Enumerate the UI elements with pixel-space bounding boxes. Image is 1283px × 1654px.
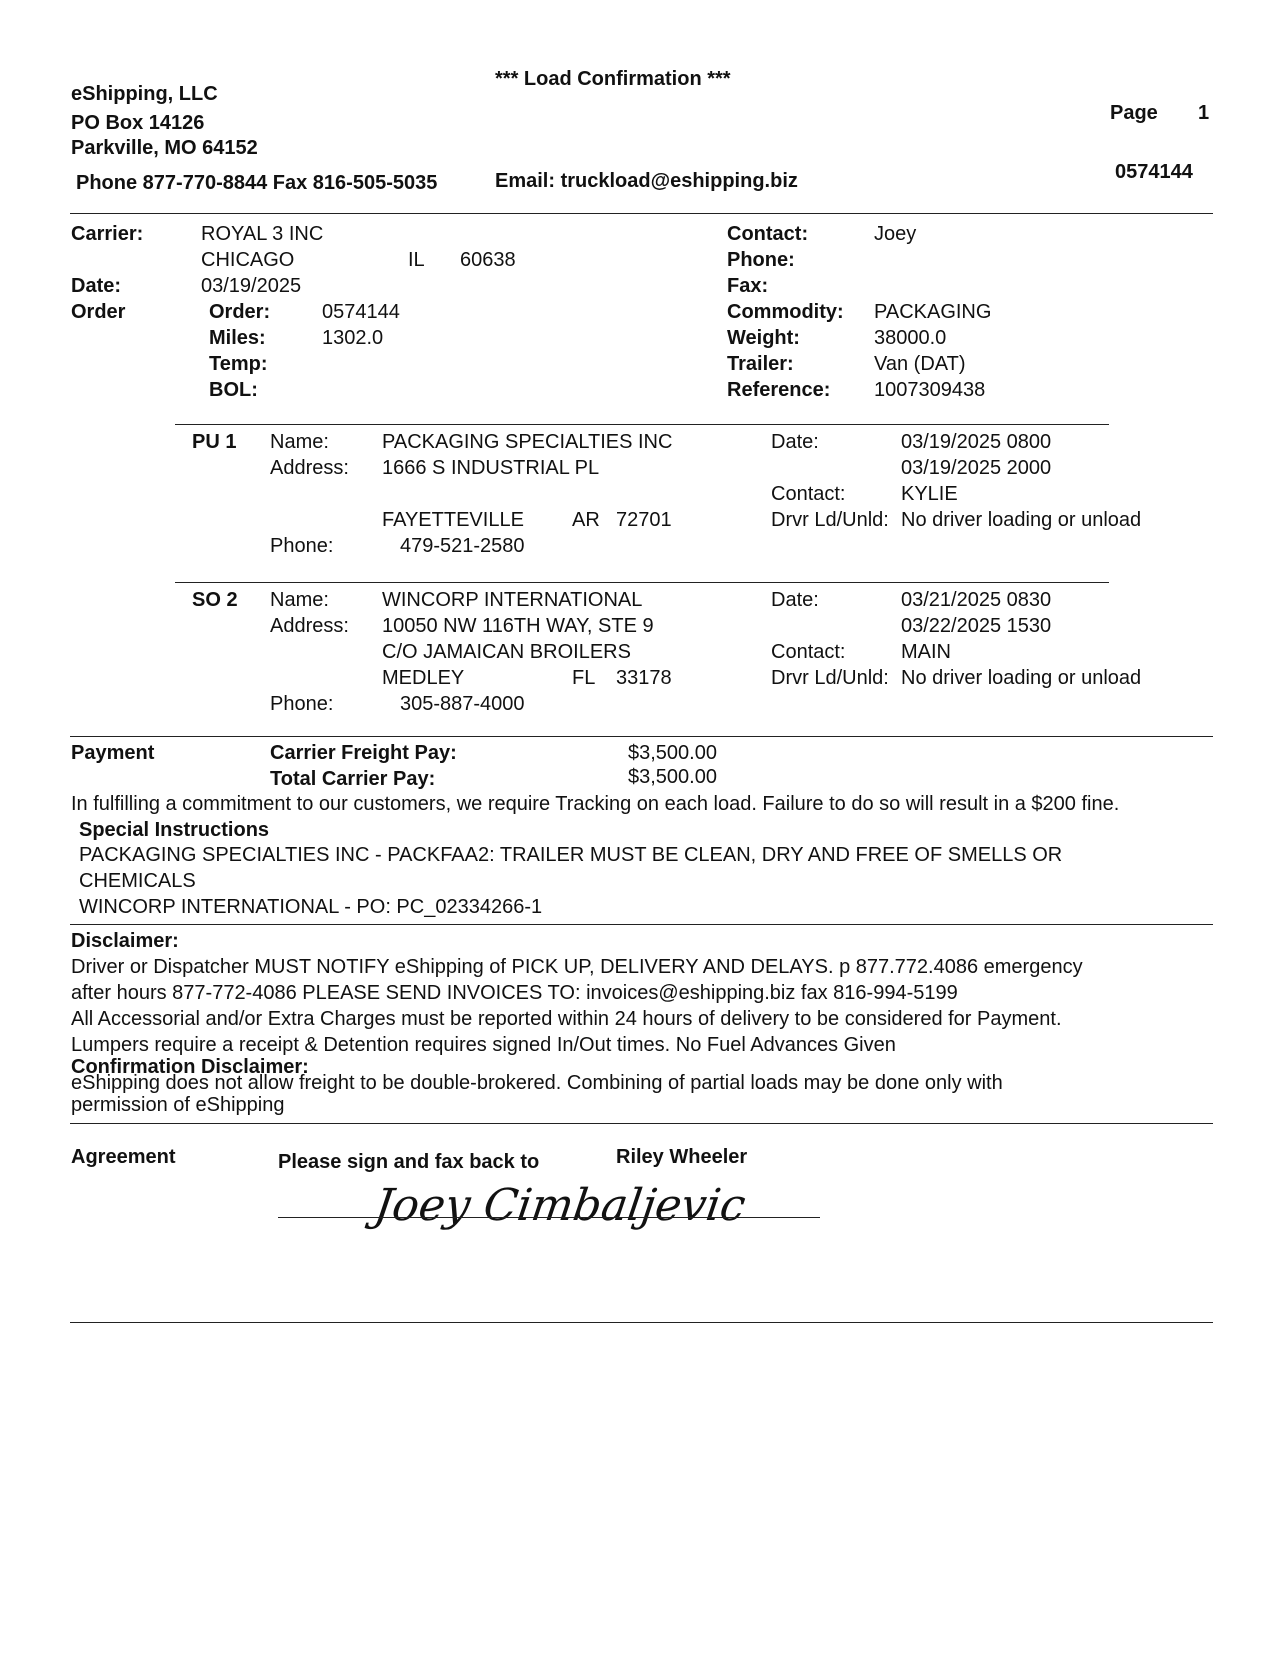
load-date: 03/19/2025 — [201, 275, 302, 297]
company-email: Email: truckload@eshipping.biz — [495, 170, 798, 192]
stop-2-date-end: 03/22/2025 1530 — [901, 615, 1052, 637]
total-pay-value: $3,500.00 — [628, 766, 717, 788]
stop-2-driver-label: Drvr Ld/Unld: — [771, 667, 889, 689]
stop-2-driver-value: No driver loading or unload — [901, 667, 1142, 689]
stop-2-address-line-2: C/O JAMAICAN BROILERS — [382, 641, 631, 663]
stop-1-address-label: Address: — [270, 457, 349, 479]
company-po-box: PO Box 14126 — [71, 112, 205, 134]
disclaimer-line-4: Lumpers require a receipt & Detention requires signed In/Out times. No Fuel Advances Given — [71, 1034, 896, 1056]
stop-1-city: FAYETTEVILLE — [382, 509, 524, 531]
divider-stop-1 — [175, 424, 1109, 425]
trailer-label: Trailer: — [727, 353, 794, 375]
miles-value: 1302.0 — [322, 327, 384, 349]
stop-1-name-label: Name: — [270, 431, 329, 453]
special-instructions-label: Special Instructions — [79, 819, 270, 841]
stop-1-date-end: 03/19/2025 2000 — [901, 457, 1052, 479]
page-label: Page — [1110, 102, 1158, 124]
sign-instruction: Please sign and fax back to — [278, 1151, 540, 1173]
weight-label: Weight: — [727, 327, 800, 349]
signatory-name: Riley Wheeler — [616, 1146, 748, 1168]
stop-1-code: PU 1 — [192, 431, 237, 453]
trailer-value: Van (DAT) — [874, 353, 966, 375]
temp-label: Temp: — [209, 353, 268, 375]
carrier-contact: Joey — [874, 223, 917, 245]
stop-2-contact: MAIN — [901, 641, 951, 663]
carrier-phone-label: Phone: — [727, 249, 795, 271]
confirmation-disclaimer-label: Confirmation Disclaimer: — [71, 1056, 309, 1078]
document-title: *** Load Confirmation *** — [495, 68, 731, 90]
carrier-zip: 60638 — [460, 249, 516, 271]
stop-2-address-line-1: 10050 NW 116TH WAY, STE 9 — [382, 615, 654, 637]
reference-label: Reference: — [727, 379, 831, 401]
stop-1-driver-label: Drvr Ld/Unld: — [771, 509, 889, 531]
bol-label: BOL: — [209, 379, 258, 401]
special-instructions-line-3: WINCORP INTERNATIONAL - PO: PC_02334266-1 — [79, 896, 543, 918]
special-instructions-line-2: CHEMICALS — [79, 870, 196, 892]
confirmation-disclaimer-line-2: permission of eShipping — [71, 1094, 285, 1116]
document-number: 0574144 — [1115, 161, 1193, 183]
date-label: Date: — [71, 275, 122, 297]
stop-1-contact-label: Contact: — [771, 483, 846, 505]
stop-2-date-start: 03/21/2025 0830 — [901, 589, 1052, 611]
stop-2-phone: 305-887-4000 — [400, 693, 525, 715]
stop-2-state: FL — [572, 667, 596, 689]
signature-text: Joey Cimbaljevic — [371, 1180, 749, 1231]
disclaimer-line-2: after hours 877-772-4086 PLEASE SEND INVOICES TO: invoices@eshipping.biz fax 816-994-5199 — [71, 982, 958, 1004]
stop-1-state: AR — [572, 509, 600, 531]
stop-2-date-label: Date: — [771, 589, 819, 611]
signature-line — [278, 1217, 820, 1218]
stop-2-phone-label: Phone: — [270, 693, 334, 715]
divider-disclaimer — [70, 924, 1213, 925]
commodity-label: Commodity: — [727, 301, 844, 323]
divider-header — [70, 213, 1213, 214]
stop-1-contact: KYLIE — [901, 483, 958, 505]
signature — [370, 1170, 749, 1240]
stop-2-city: MEDLEY — [382, 667, 465, 689]
company-city: Parkville, MO 64152 — [71, 137, 258, 159]
stop-1-zip: 72701 — [616, 509, 672, 531]
order-label: Order: — [209, 301, 271, 323]
total-pay-label: Total Carrier Pay: — [270, 768, 436, 790]
miles-label: Miles: — [209, 327, 266, 349]
commodity-value: PACKAGING — [874, 301, 992, 323]
stop-1-date-start: 03/19/2025 0800 — [901, 431, 1052, 453]
divider-agreement — [70, 1123, 1213, 1124]
company-phone-fax: Phone 877-770-8844 Fax 816-505-5035 — [76, 172, 438, 194]
stop-2-code: SO 2 — [192, 589, 238, 611]
freight-pay-label: Carrier Freight Pay: — [270, 742, 457, 764]
tracking-note: In fulfilling a commitment to our customers, we require Tracking on each load. Failure to do so will result in a $200 fine. — [71, 793, 1120, 815]
stop-2-zip: 33178 — [616, 667, 672, 689]
stop-2-address-label: Address: — [270, 615, 349, 637]
order-section-label: Order — [71, 301, 126, 323]
stop-2-contact-label: Contact: — [771, 641, 846, 663]
carrier-city: CHICAGO — [201, 249, 295, 271]
payment-label: Payment — [71, 742, 155, 764]
order-number: 0574144 — [322, 301, 400, 323]
stop-1-date-label: Date: — [771, 431, 819, 453]
contact-label: Contact: — [727, 223, 809, 245]
stop-1-driver-value: No driver loading or unload — [901, 509, 1142, 531]
disclaimer-label: Disclaimer: — [71, 930, 179, 952]
company-name: eShipping, LLC — [71, 83, 218, 105]
stop-2-name: WINCORP INTERNATIONAL — [382, 589, 643, 611]
reference-value: 1007309438 — [874, 379, 986, 401]
divider-footer — [70, 1322, 1213, 1323]
stop-2-name-label: Name: — [270, 589, 329, 611]
carrier-state: IL — [408, 249, 425, 271]
page-number: 1 — [1198, 102, 1210, 124]
stop-1-phone-label: Phone: — [270, 535, 334, 557]
stop-1-address-line-1: 1666 S INDUSTRIAL PL — [382, 457, 600, 479]
disclaimer-line-1: Driver or Dispatcher MUST NOTIFY eShipping of PICK UP, DELIVERY AND DELAYS. p 877.772.4086 emergency — [71, 956, 1083, 978]
stop-1-name: PACKAGING SPECIALTIES INC — [382, 431, 673, 453]
stop-1-phone: 479-521-2580 — [400, 535, 525, 557]
confirmation-disclaimer-line-1: eShipping does not allow freight to be double-brokered. Combining of partial loads may be done only with — [71, 1072, 1003, 1094]
carrier-fax-label: Fax: — [727, 275, 769, 297]
carrier-name: ROYAL 3 INC — [201, 223, 324, 245]
freight-pay-value: $3,500.00 — [628, 742, 717, 764]
agreement-label: Agreement — [71, 1146, 176, 1168]
carrier-label: Carrier: — [71, 223, 144, 245]
special-instructions-line-1: PACKAGING SPECIALTIES INC - PACKFAA2: TRAILER MUST BE CLEAN, DRY AND FREE OF SMELLS OR — [79, 844, 1063, 866]
divider-stop-2 — [175, 582, 1109, 583]
weight-value: 38000.0 — [874, 327, 947, 349]
divider-payment — [70, 736, 1213, 737]
disclaimer-line-3: All Accessorial and/or Extra Charges must be reported within 24 hours of delivery to be considered for Payment. — [71, 1008, 1062, 1030]
